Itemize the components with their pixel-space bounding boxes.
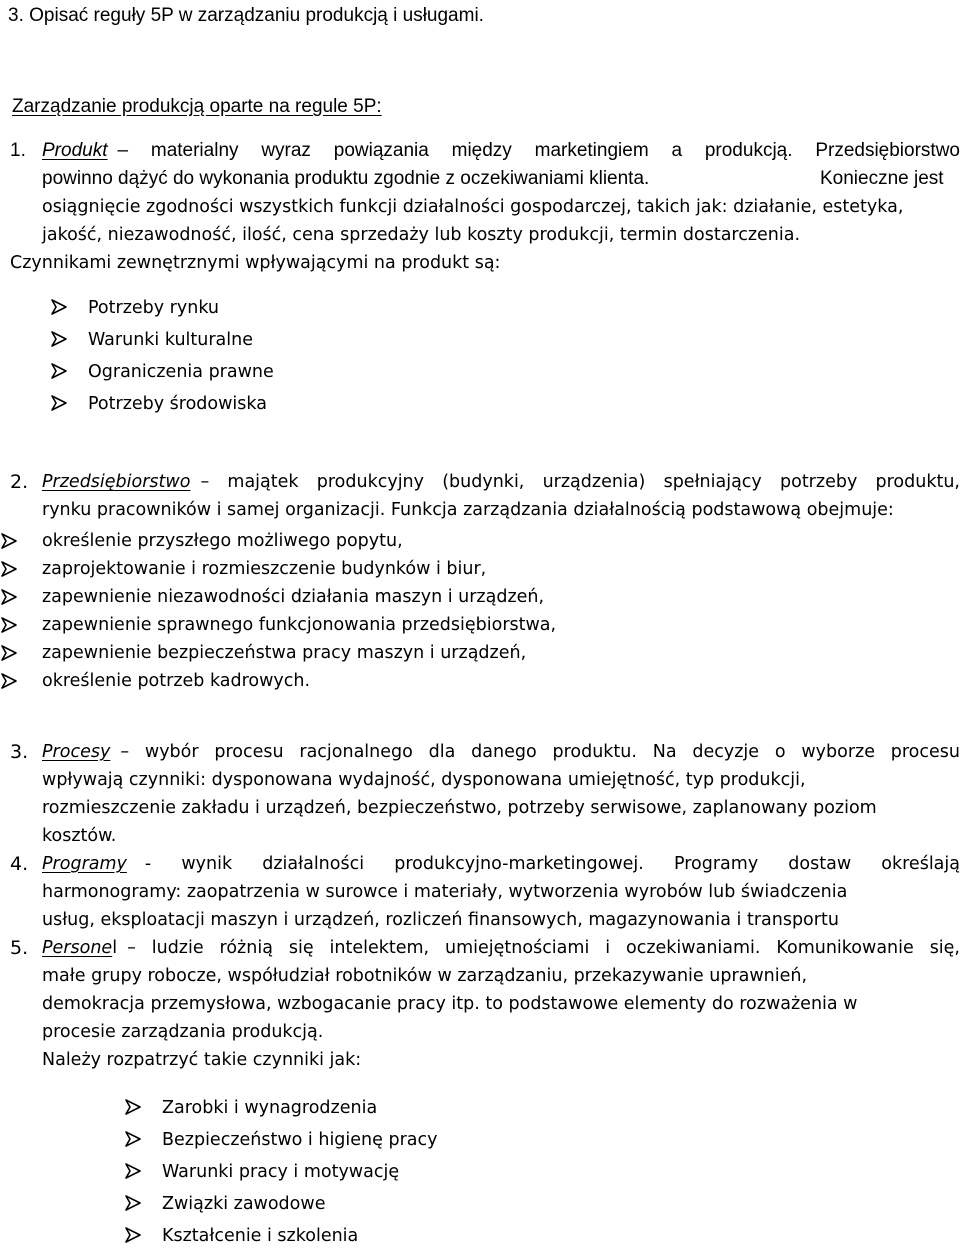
item-text: – wybór procesu racjonalnego dla danego produktu. Na decyzje o wyborze procesu — [120, 742, 960, 762]
item-text: – majątek produkcyjny (budynki, urządzenia) spełniający potrzeby produktu, — [200, 472, 960, 492]
item-number: 1. — [10, 140, 26, 161]
item-number: 5. — [10, 937, 29, 959]
item-number: 3. — [10, 741, 29, 763]
arrow-bullet-icon — [124, 1098, 142, 1116]
list-item: Potrzeby rynku — [88, 298, 220, 318]
item-term: Programy — [42, 854, 127, 874]
list-item: Ograniczenia prawne — [88, 362, 274, 382]
item-text: małe grupy robocze, współudział robotników w zarządzaniu, przekazywanie uprawnień, — [42, 966, 808, 986]
arrow-bullet-icon — [50, 330, 68, 348]
item-text: – materialny wyraz powiązania między marketingiem a produkcją. Przedsiębiorstwo — [117, 140, 960, 161]
item-text: jakość, niezawodność, ilość, cena sprzedaży lub koszty produkcji, termin dostarczenia. — [42, 225, 801, 245]
list-item: zaprojektowanie i rozmieszczenie budynków i biur, — [42, 559, 487, 579]
item-text: powinno dążyć do wykonania produktu zgodnie z oczekiwaniami klienta. — [42, 168, 650, 189]
list-item: Potrzeby środowiska — [88, 394, 267, 414]
item1-line-1 — [42, 137, 960, 165]
document-heading: 3. Opisać reguły 5P w zarządzaniu produkcją i usługami. — [8, 5, 484, 26]
arrow-bullet-icon — [0, 560, 18, 578]
list-item: Zarobki i wynagrodzenia — [162, 1098, 378, 1118]
arrow-bullet-icon — [0, 616, 18, 634]
arrow-bullet-icon — [50, 298, 68, 316]
list-item: Bezpieczeństwo i higienę pracy — [162, 1130, 438, 1150]
item4-line-1 — [42, 850, 960, 878]
item2-line-1 — [42, 468, 960, 496]
item-text: Należy rozpatrzyć takie czynniki jak: — [42, 1050, 362, 1070]
item-text: procesie zarządzania produkcją. — [42, 1022, 324, 1042]
factors-intro: Czynnikami zewnętrznymi wpływającymi na produkt są: — [10, 253, 501, 273]
arrow-bullet-icon — [0, 532, 18, 550]
arrow-bullet-icon — [124, 1162, 142, 1180]
item-text: osiągnięcie zgodności wszystkich funkcji działalności gospodarczej, takich jak: działanie, estetyka, — [42, 197, 904, 217]
list-item: Warunki kulturalne — [88, 330, 253, 350]
item-text: Konieczne jest — [820, 168, 944, 189]
item-number: 4. — [10, 853, 29, 875]
item-text: – ludzie różnią się intelektem, umiejętnościami i oczekiwaniami. Komunikowanie się, — [127, 938, 960, 958]
list-item: Kształcenie i szkolenia — [162, 1226, 359, 1246]
item-text: - wynik działalności produkcyjno-marketingowej. Programy dostaw określają — [144, 854, 960, 874]
item-text: harmonogramy: zaopatrzenia w surowce i materiały, wytworzenia wyrobów lub świadczenia — [42, 882, 848, 902]
arrow-bullet-icon — [0, 588, 18, 606]
item-text: kosztów. — [42, 826, 117, 846]
arrow-bullet-icon — [124, 1130, 142, 1148]
section-subheading: Zarządzanie produkcją oparte na regule 5P: — [12, 96, 382, 117]
item-text: usług, eksploatacji maszyn i urządzeń, rozliczeń finansowych, magazynowania i transportu — [42, 910, 839, 930]
item-text: wpływają czynniki: dysponowana wydajność, dysponowana umiejętność, typ produkcji, — [42, 770, 806, 790]
item-text: demokracja przemysłowa, wzbogacanie pracy itp. to podstawowe elementy do rozważenia w — [42, 994, 858, 1014]
list-item: określenie przyszłego możliwego popytu, — [42, 531, 403, 551]
item3-line-1 — [42, 738, 960, 766]
item-number: 2. — [10, 471, 29, 493]
item-term-tail: l — [112, 938, 118, 958]
arrow-bullet-icon — [124, 1194, 142, 1212]
item-term: Produkt — [42, 140, 108, 161]
arrow-bullet-icon — [50, 362, 68, 380]
list-item: zapewnienie bezpieczeństwa pracy maszyn i urządzeń, — [42, 643, 527, 663]
arrow-bullet-icon — [0, 644, 18, 662]
item5-line-1 — [42, 934, 960, 962]
list-item: zapewnienie niezawodności działania maszyn i urządzeń, — [42, 587, 545, 607]
arrow-bullet-icon — [0, 672, 18, 690]
list-item: Warunki pracy i motywację — [162, 1162, 400, 1182]
arrow-bullet-icon — [50, 394, 68, 412]
list-item: Związki zawodowe — [162, 1194, 326, 1214]
list-item: zapewnienie sprawnego funkcjonowania przedsiębiorstwa, — [42, 615, 557, 635]
item-term: Przedsiębiorstwo — [42, 472, 191, 492]
item-term: Procesy — [42, 742, 111, 762]
item-text: rynku pracowników i samej organizacji. Funkcja zarządzania działalnością podstawową obejmuje: — [42, 500, 894, 520]
list-item: określenie potrzeb kadrowych. — [42, 671, 311, 691]
item-term: Persone — [42, 938, 113, 958]
item-text: rozmieszczenie zakładu i urządzeń, bezpieczeństwo, potrzeby serwisowe, zaplanowany poziom — [42, 798, 877, 818]
arrow-bullet-icon — [124, 1226, 142, 1244]
